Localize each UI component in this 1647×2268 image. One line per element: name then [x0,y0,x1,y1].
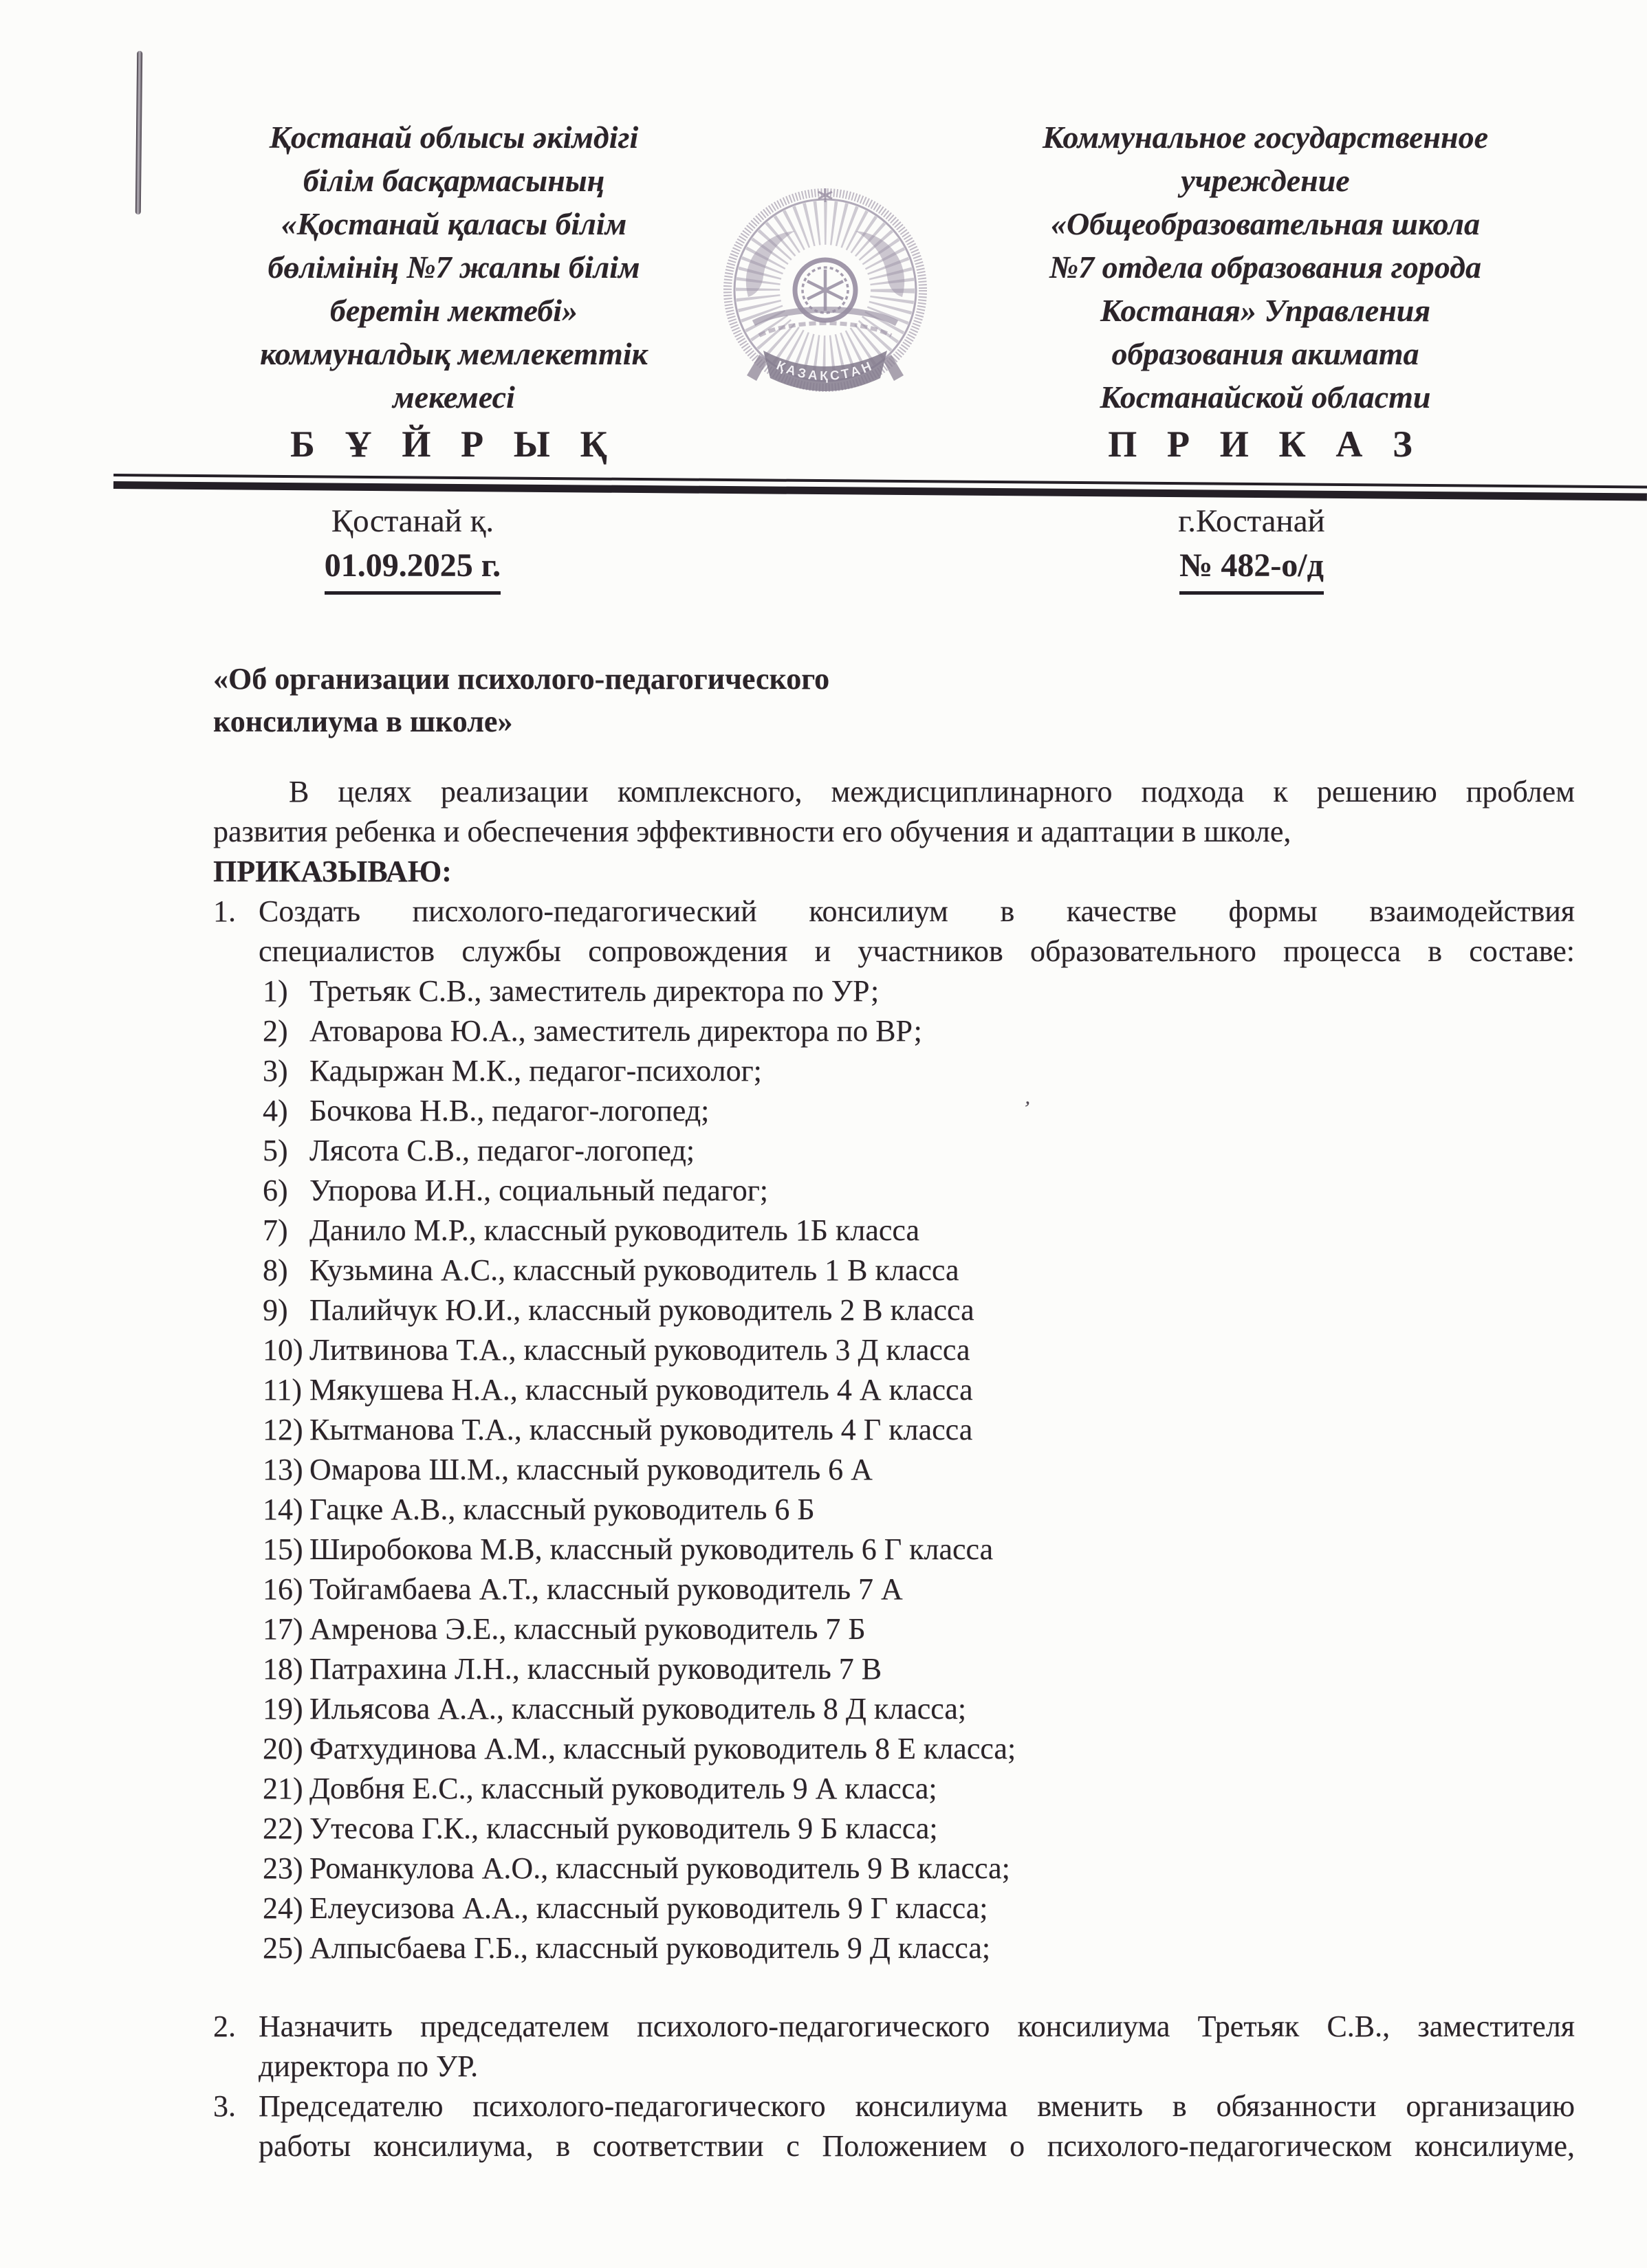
member-number: 6) [263,1174,288,1207]
order-number [1011,544,1492,595]
org-name-kk-line: Қостанай облысы әкімдігі [269,120,639,155]
member-number: 23) [263,1851,303,1885]
org-name-ru-line: Костанайской области [1100,379,1431,415]
member-number: 12) [263,1413,303,1446]
org-name-kk-line: бөлімінің №7 жалпы білім [268,250,640,285]
member-item [263,1330,1575,1370]
meta-right [1011,500,1492,595]
member-text: Данило М.Р., классный руководитель 1Б класса [309,1213,920,1247]
member-item [263,1410,1575,1450]
item-line: Назначить председателем психолого-педагогического консилиума Третьяк С.В., заместителя [259,2010,1575,2043]
member-text: Палийчук Ю.И., классный руководитель 2 В класса [309,1293,974,1327]
subject-line: «Об организации психолого-педагогического [213,662,830,696]
member-text: Кузьмина А.С., классный руководитель 1 В класса [309,1253,959,1287]
order-item-3 [213,2087,1575,2166]
intro-line: В целях реализации комплексного, междисциплинарного подхода к решению проблем [289,775,1575,808]
member-number: 17) [263,1612,303,1646]
member-number: 18) [263,1652,303,1686]
member-number: 21) [263,1772,303,1805]
org-name-kk-line: коммуналдық мемлекеттік [260,336,648,371]
member-text: Утесова Г.К., классный руководитель 9 Б класса; [309,1812,938,1845]
member-text: Бочкова Н.В., педагог-логопед; [309,1094,710,1127]
org-name-ru-line: №7 отдела образования города [1049,250,1481,285]
item-body [259,2087,1575,2166]
member-text: Алпысбаева Г.Б., классный руководитель 9 Д класса; [309,1931,991,1965]
member-number: 10) [263,1333,303,1367]
member-item [263,1450,1575,1490]
member-text: Кытманова Т.А., классный руководитель 4 Г класса [309,1413,973,1446]
member-text: Романкулова А.О., классный руководитель 9 В класса; [309,1851,1010,1885]
member-text: Широбокова М.В, классный руководитель 6 Г класса [309,1532,994,1566]
member-number: 16) [263,1572,303,1606]
member-item [263,1051,1575,1091]
member-text: Гацке А.В., классный руководитель 6 Б [309,1493,815,1526]
member-text: Довбня Е.С., классный руководитель 9 А класса; [309,1772,937,1805]
order-body [213,772,1575,2166]
member-item [263,1011,1575,1051]
member-item [263,1729,1575,1769]
separator-line [113,474,1647,501]
member-text: Елеусизова А.А., классный руководитель 9 Г класса; [309,1891,988,1925]
member-text: Патрахина Л.Н., классный руководитель 7 В [309,1652,882,1686]
member-text: Омарова Ш.М., классный руководитель 6 А [309,1453,873,1486]
kazakhstan-coat-of-arms-icon [718,115,932,467]
member-text: Ильясова А.А., классный руководитель 8 Д класса; [309,1692,967,1726]
org-name-ru-line: «Общеобразовательная школа [1051,206,1480,241]
member-item [263,1131,1575,1171]
item-body [259,892,1575,1968]
member-item [263,1570,1575,1609]
member-number: 22) [263,1812,303,1845]
intro-paragraph [213,772,1575,852]
item-number: 1. [213,894,236,928]
member-number: 14) [263,1493,303,1526]
order-item-1 [213,892,1575,1968]
member-number: 5) [263,1134,288,1167]
member-item [263,1649,1575,1689]
org-name-ru-line: Коммунальное государственное [1042,120,1489,155]
item-number: 3. [213,2089,236,2123]
member-number: 25) [263,1931,303,1965]
member-number: 2) [263,1014,288,1048]
member-item [263,1171,1575,1211]
member-text: Третьяк С.В., заместитель директора по УР; [309,974,880,1008]
item-line: специалистов службы сопровождения и участников образовательного процесса в составе: [259,934,1575,968]
member-list [259,971,1575,1968]
member-text: Амренова Э.Е., классный руководитель 7 Б [309,1612,866,1646]
org-name-kk [213,115,695,467]
member-item [263,1251,1575,1290]
member-number: 1) [263,974,288,1008]
item-number: 2. [213,2010,236,2043]
order-number-value: № 482-о/д [1179,544,1324,595]
member-number: 4) [263,1094,288,1127]
member-item [263,1091,1575,1131]
member-item [263,1769,1575,1809]
intro-line: развития ребенка и обеспечения эффективности его обучения и адаптации в школе, [213,815,1291,848]
member-item [263,1609,1575,1649]
member-text: Литвинова Т.А., классный руководитель 3 Д класса [309,1333,970,1367]
org-name-ru-line: учреждение [1181,163,1350,198]
order-date [172,544,653,595]
order-date-value: 01.09.2025 г. [325,544,501,595]
scan-artifact-line [135,51,142,214]
item-line: работы консилиума, в соответствии с Положением о психолого-педагогическом консилиуме, [259,2129,1575,2163]
member-item [263,1490,1575,1530]
member-number: 20) [263,1732,303,1765]
org-name-kk-line: «Қостанай қаласы білім [281,206,627,241]
member-item [263,1211,1575,1251]
member-text: Фатхудинова А.М., классный руководитель 8 Е класса; [309,1732,1016,1765]
member-item [263,1530,1575,1570]
item-line: Создать писхолого-педагогический консилиум в качестве формы взаимодействия [259,894,1575,928]
org-name-kk-line: білім басқармасының [303,163,605,198]
member-item [263,971,1575,1011]
member-number: 8) [263,1253,288,1287]
scan-artifact-tick: ’ [1021,1097,1032,1121]
member-item [263,1849,1575,1889]
doc-type-ru: П Р И К А З [1108,423,1423,465]
org-name-kk-line: беретін мектебі» [329,293,578,328]
org-name-ru-line: образования акимата [1111,336,1419,371]
org-name-ru-line: Костаная» Управления [1100,293,1431,328]
member-item [263,1809,1575,1849]
member-number: 7) [263,1213,288,1247]
member-number: 15) [263,1532,303,1566]
member-number: 11) [263,1373,303,1407]
meta-left [172,500,653,595]
member-text: Мякушева Н.А., классный руководитель 4 А класса [309,1373,973,1407]
city-kk: Қостанай қ. [331,503,494,539]
member-text: Атоварова Ю.А., заместитель директора по ВР; [309,1014,922,1048]
member-item [263,1370,1575,1410]
member-item [263,1689,1575,1729]
member-number: 19) [263,1692,303,1726]
order-item-2 [213,2007,1575,2087]
member-item [263,1928,1575,1968]
item-body [259,2007,1575,2087]
org-name-kk-line: мекемесі [393,379,515,415]
city-ru: г.Костанай [1178,503,1325,539]
meta-row [213,500,1575,595]
org-name-ru [956,115,1575,467]
doc-type-kk: Б Ұ Й Р Ы Қ [290,423,618,465]
member-number: 13) [263,1453,303,1486]
emblem-banner-text: ҚАЗАҚСТАН [774,358,877,384]
member-item [263,1290,1575,1330]
member-number: 3) [263,1054,288,1088]
member-number: 9) [263,1293,288,1327]
decree-word: ПРИКАЗЫВАЮ: [213,855,452,888]
member-text: Лясота С.В., педагог-логопед; [309,1134,695,1167]
member-text: Кадыржан М.К., педагог-психолог; [309,1054,762,1088]
member-item [263,1889,1575,1928]
item-line: директора по УР. [259,2049,479,2083]
member-number: 24) [263,1891,303,1925]
subject-title [213,658,1575,743]
item-line: Председателю психолого-педагогического консилиума вменить в обязанности организацию [259,2089,1575,2123]
member-text: Тойгамбаева А.Т., классный руководитель 7 А [309,1572,903,1606]
subject-line: консилиума в школе» [213,705,513,738]
member-text: Упорова И.Н., социальный педагог; [309,1174,768,1207]
letterhead [213,115,1575,467]
